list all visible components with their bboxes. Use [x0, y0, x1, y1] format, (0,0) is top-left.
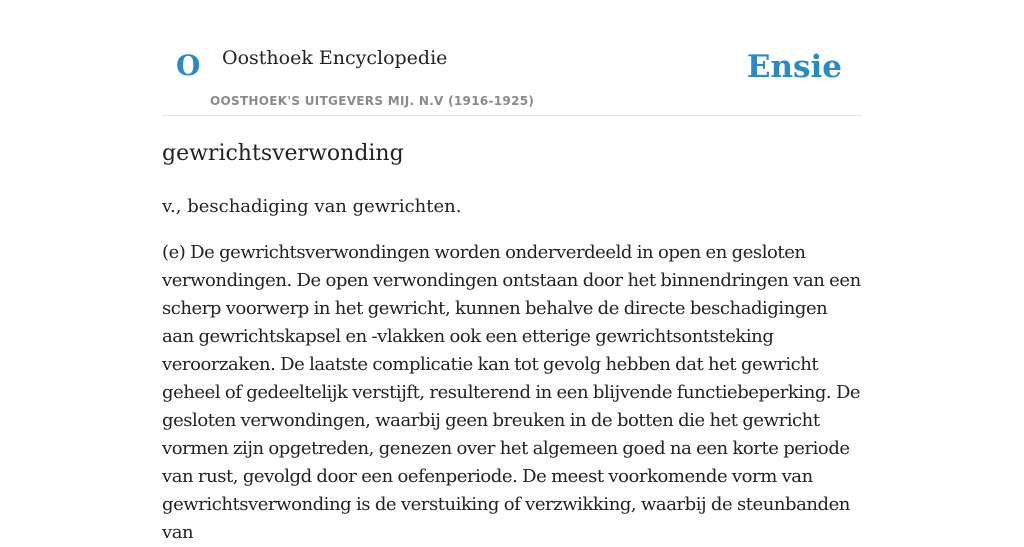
publisher-subtitle: OOSTHOEK'S UITGEVERS MIJ. N.V (1916-1925) [210, 94, 535, 108]
ensie-brand-link[interactable]: Ensie [746, 49, 842, 85]
site-title-link[interactable]: Oosthoek Encyclopedie [222, 47, 448, 69]
page-container [162, 0, 862, 543]
article-definition: v., beschadiging van gewrichten. [162, 196, 462, 217]
site-header [162, 0, 862, 116]
article-body: (e) De gewrichtsverwondingen worden onderverdeeld in open en gesloten verwondingen. De open verwondingen ontstaan door het binnendringen van een scherp voorwerp in het gewricht, kunnen behalve de directe beschadigingen aan gewrichtskapsel en -vlakken ook een etterige gewrichtsontsteking veroorzaken. De laatste complicatie kan tot gevolg hebben dat het gewricht geheel of gedeeltelijk verstijft, resulterend in een blijvende functiebeperking. De gesloten verwondingen, waarbij geen breuken in de botten die het gewricht vormen zijn opgetreden, genezen over het algemeen goed na een korte periode van rust, gevolgd door een oefenperiode. De meest voorkomende vorm van gewrichtsverwonding is de verstuiking of verzwikking, waarbij de steunbanden van [162, 242, 861, 543]
article-title: gewrichtsverwonding [162, 141, 404, 166]
logo-icon[interactable]: O [176, 49, 201, 82]
